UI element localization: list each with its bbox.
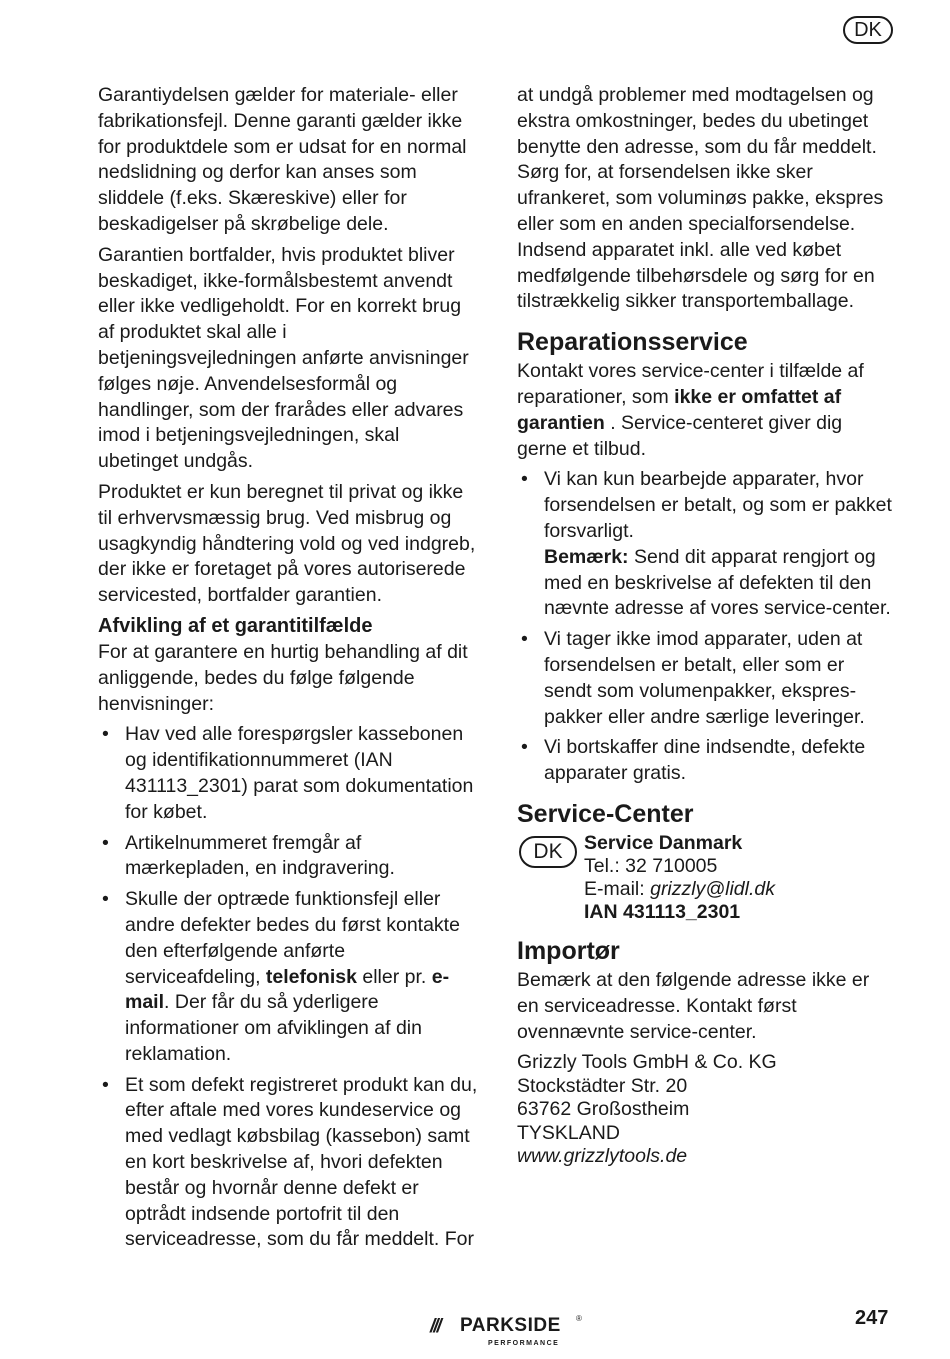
phone-emphasis: telefonisk xyxy=(265,965,357,988)
logo-subtitle: PERFORMANCE xyxy=(488,1340,560,1347)
importer-street: Stockstädter Str. 20 xyxy=(517,1074,688,1097)
service-center-name: Service Danmark xyxy=(584,831,743,854)
list-item: • Skulle der optræde funktionsfejl eller andre defekter bedes du først kontakte den efterfølgende anførte serviceafdeling, telefonisk eller pr. e-mail. Der får du så yderligere informationer om afviklingen af din reklamation. xyxy=(98,887,482,1068)
list-item: • Vi tager ikke imod apparater, uden at forsendelsen er betalt, eller som er sendt som volumenpakker, ekspres-pakker eller andre særlige leveringer. xyxy=(517,627,895,730)
shipping-continuation-paragraph: at undgå problemer med modtagelsen og ekstra omkostninger, bedes du ubetinget benytte den adresse, som du får meddelt. Sørg for, at forsendelsen ikke sker ufrankeret, som voluminøs pakke, ekspres eller som en anden specialforsendelse. Indsend apparatet inkl. alle ved købet medfølgende tilbehørsdele og sørg for en tilstrækkelig sikker transportemballage. xyxy=(517,84,884,313)
note-label: Bemærk: xyxy=(544,545,629,568)
logo-slashes: /// xyxy=(430,1316,440,1337)
warranty-scope-paragraph: Garantiydelsen gælder for materiale- eller fabrikationsfejl. Denne garanti gælder ikke for produktdele som er udsat for en normal nedslidning og derfor kan anses som sliddele (f.eks. Skæreskive) eller for beskadigelser på skrøbelige dele. xyxy=(98,84,467,235)
service-center-ian: IAN 431113_2301 xyxy=(584,900,741,923)
warranty-void-paragraph: Garantien bortfalder, hvis produktet bliver beskadiget, ikke-formålsbestemt anvendt eller ikke vedligeholdt. For en korrekt brug af produktet skal alle i betjeningsvejledningen anførte anvisninger følges nøje. Anvendelsesformål og handlinger, som der frarådes eller advares imod i betjeningsvejledningen, skal ubetinget undgås. xyxy=(98,243,469,473)
list-item: • Hav ved alle forespørgsler kassebonen og identifikationnummeret (IAN 431113_2301) parat som dokumentation for købet. xyxy=(98,722,482,825)
page-number: 247 xyxy=(855,1307,889,1329)
private-use-paragraph: Produktet er kun beregnet til privat og ikke til erhvervsmæssig brug. Ved misbrug og usagkyndig håndtering vold og ved indgreb, der ikke er foretaget på vores autoriserede servicested, bortfalder garantien. xyxy=(98,480,476,607)
warranty-claim-list xyxy=(98,722,482,1253)
warranty-claim-heading: Afvikling af et garantitilfælde xyxy=(98,614,373,637)
service-center-phone: Tel.: 32 710005 xyxy=(584,854,718,877)
repair-service-list xyxy=(517,467,895,787)
service-center-heading: Service-Center xyxy=(517,799,694,828)
importer-city: 63762 Großostheim xyxy=(517,1098,690,1121)
importer-website: www.grizzlytools.de xyxy=(517,1145,688,1168)
service-center-contact: DK Service Danmark Tel.: 32 710005 E-mail: grizzly@lidl.dk IAN 431113_2301 xyxy=(517,832,895,924)
importer-country: TYSKLAND xyxy=(517,1121,620,1144)
language-badge: DK xyxy=(843,16,893,44)
list-item: • Vi bortskaffer dine indsendte, defekte apparater gratis. xyxy=(517,735,895,787)
service-center-email: grizzly@lidl.dk xyxy=(650,877,775,900)
logo-registered-mark: ® xyxy=(576,1314,582,1323)
right-column xyxy=(517,83,895,1169)
repair-service-intro: Kontakt vores service-center i tilfælde af reparationer, som ikke er omfattet af garantien . Service-centeret giver dig gerne et tilbud. xyxy=(517,360,864,460)
list-item: • Artikelnummeret fremgår af mærkepladen, en indgravering. xyxy=(98,831,482,883)
list-item: • Et som defekt registreret produkt kan du, efter aftale med vores kundeservice og med vedlagt købsbilag (kassebon) samt en kort beskrivelse af, hvori defekten består og hvornår denne defekt er optrådt indsende portofrit til den serviceadresse, som du får meddelt. For xyxy=(98,1073,482,1254)
list-item: • Vi kan kun bearbejde apparater, hvor forsendelsen er betalt, og som er pakket forsvarligt. Bemærk: Send dit apparat rengjort og med en beskrivelse af defekten til den nævnte adresse af vores service-center. xyxy=(517,467,895,622)
importer-note: Bemærk at den følgende adresse ikke er en serviceadresse. Kontakt først ovennævnte service-center. xyxy=(517,968,870,1043)
repair-service-heading: Reparationsservice xyxy=(517,328,748,357)
importer-heading: Importør xyxy=(517,936,620,965)
country-badge: DK xyxy=(519,836,577,868)
parkside-logo xyxy=(430,1314,590,1354)
importer-company: Grizzly Tools GmbH & Co. KG xyxy=(517,1051,777,1074)
importer-address xyxy=(517,1051,895,1169)
email-emphasis: e-mail xyxy=(125,965,450,1014)
logo-brand: PARKSIDE xyxy=(460,1315,561,1336)
left-column xyxy=(98,83,482,1258)
warranty-claim-intro: For at garantere en hurtig behandling af dit anliggende, bedes du følge følgende henvisninger: xyxy=(98,640,468,715)
